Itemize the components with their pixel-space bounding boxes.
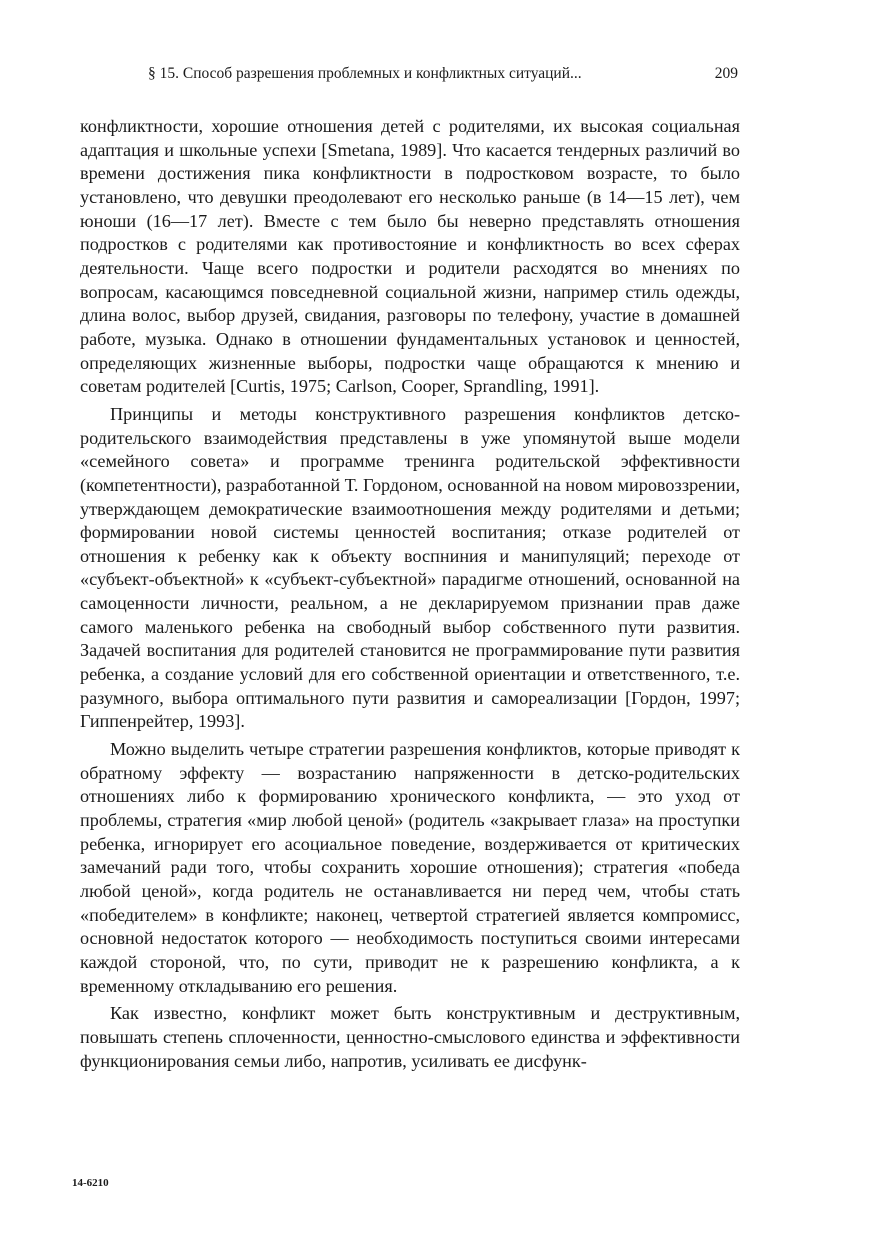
paragraph-strategies: Можно выделить четыре стратегии разрешения конфликтов, которые приводят к обратному эффекту — возрастанию напряженности в детско-родительских отношениях либо к формированию хронического конфликта, — это уход от проблемы, стратегия «мир любой ценой» (родитель «закрывает глаза» на проступки ребенка, игнорирует его асоциальное поведение, воздерживается от критических замечаний ради того, чтобы сохранить хорошие отношения); стратегия «победа любой ценой», когда родитель не останавливается ни перед чем, чтобы стать «победителем» в конфликте; наконец, четвертой стратегией является компромисс, основной недостаток которого — необходимость поступиться своими интересами каждой стороной, что, по сути, приводит не к разрешению конфликта, а к временному откладыванию его решения. (80, 739, 740, 996)
paragraph-principles: Принципы и методы конструктивного разрешения конфликтов детско-родительского взаимодействия представлены в уже упомянутой выше модели «семейного совета» и программе тренинга родительской эффективности (компетентности), разработанной Т. Гордоном, основанной на новом мировоззрении, утверждающем демократические взаимоотношения между родителями и детьми; формировании новой системы ценностей воспитания; отказе родителей от отношения к ребенку как к объекту воспниния и манипуляций; переходе от «субъект-объектной» к «субъект-субъектной» парадигме отношений, основанной на самоценности личности, реальном, а не декларируемом признании прав даже самого маленького ребенка на свободный выбор собственного пути развития. Задачей воспитания для родителей становится не программирование пути развития ребенка, а создание условий для его собственной ориентации и ответственного, т.е. разумного, выбора оптимального пути развития и самореализации [Гордон, 1997; Гиппенрейтер, 1993]. (80, 403, 740, 732)
paragraph-conflict-types: Как известно, конфликт может быть конструктивным и деструктивным, повышать степень сплоченности, ценностно-смыслового единства и эффективности функционирования семьи либо, напротив, усиливать ее дисфунк- (80, 1003, 740, 1071)
running-head (148, 63, 738, 85)
running-head-title: § 15. Способ разрешения проблемных и конфликтных ситуаций... (148, 65, 582, 82)
paragraph-continued: конфликтности, хорошие отношения детей с родителями, их высокая социальная адаптация и школьные успехи [Smetana, 1989]. Что касается тендерных различий во времени достижения пика конфликтности в подростковом возрасте, то было установлено, что девушки преодолевают его несколько раньше (в 14—15 лет), чем юноши (16—17 лет). Вместе с тем было бы неверно представлять отношения подростков с родителями как противостояние и конфликтность во всех сферах деятельности. Чаще всего подростки и родители расходятся во мнениях по вопросам, касающимся повседневной социальной жизни, например стиль одежды, длина волос, выбор друзей, свидания, разговоры по телефону, участие в домашней работе, музыка. Однако в отношении фундаментальных установок и ценностей, определяющих жизненные выборы, подростки чаще обращаются к мнению и советам родителей [Curtis, 1975; Carlson, Cooper, Sprandling, 1991]. (80, 116, 740, 397)
page-number: 209 (714, 65, 738, 82)
printer-signature-mark: 14-6210 (72, 1177, 109, 1189)
body-text (80, 115, 740, 1077)
